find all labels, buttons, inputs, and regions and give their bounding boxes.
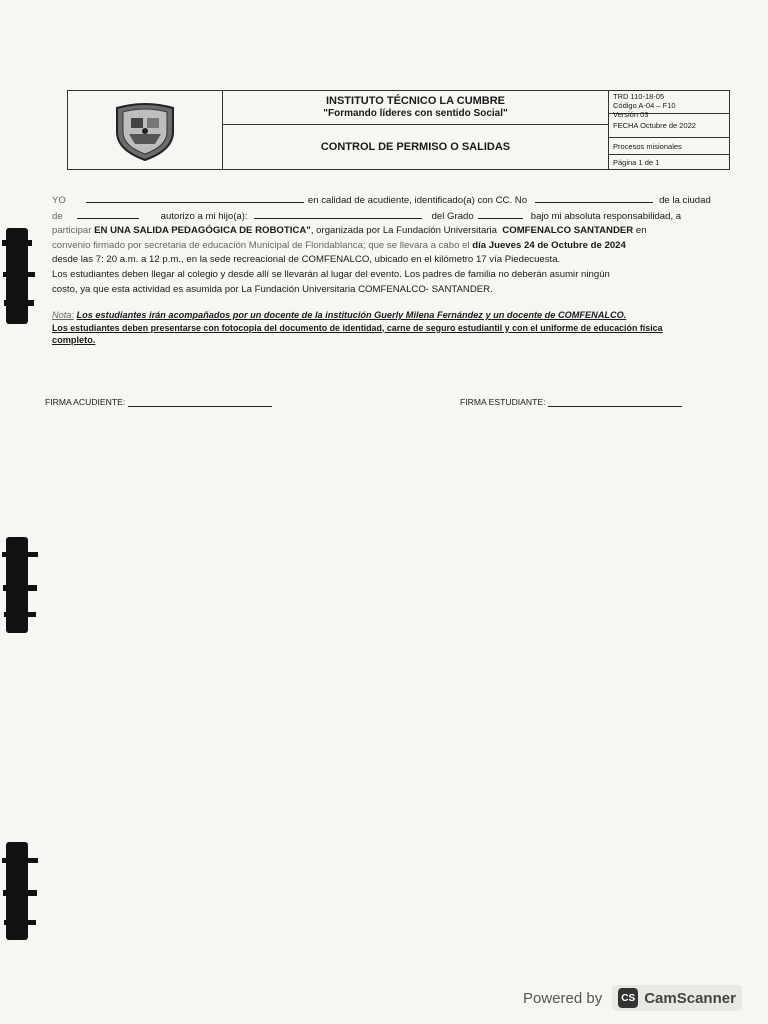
powered-by-text: Powered by <box>523 989 603 1007</box>
trd-code: TRD 110-18-05 <box>613 92 665 101</box>
students-text-2: costo, ya que esta actividad es asumida por La Fundación Universitaria COMFENALCO- SANTANDER. <box>52 283 493 295</box>
time-place-text: desde las 7: 20 a.m. a 12 p.m., en la sede recreacional de COMFENALCO, ubicado en el kilómetro 17 vía Piedecuesta. <box>52 254 561 266</box>
guardian-signature <box>45 397 272 407</box>
note-section <box>52 309 744 347</box>
camscanner-logo-icon: CS <box>618 988 638 1008</box>
version: Versión 03 <box>613 110 649 119</box>
event-date: día Jueves 24 de Octubre de 2024 <box>472 239 626 251</box>
student-signature-label: FIRMA ESTUDIANTE: <box>460 397 546 407</box>
yo-label: YO <box>52 195 66 206</box>
permission-body <box>52 193 744 297</box>
grade-field[interactable] <box>478 209 523 219</box>
id-number-field[interactable] <box>535 193 653 203</box>
page-number: Página 1 de 1 <box>613 157 660 167</box>
agreement-text: convenio firmado por secretaria de educación Municipal de Floridablanca; que se llevara a cabo el <box>52 239 470 251</box>
guardian-signature-label: FIRMA ACUDIENTE: <box>45 397 126 407</box>
shield-icon <box>109 98 181 162</box>
form-code: Código A-04 – F10 <box>613 101 676 110</box>
participate-label: participar <box>52 225 92 237</box>
institution-slogan: "Formando líderes con sentido Social" <box>323 108 508 119</box>
authorize-label: autorizo a mi hijo(a): <box>160 210 248 222</box>
responsibility-label: bajo mi absoluta responsabilidad, a <box>530 210 682 222</box>
en-label: en <box>635 225 647 237</box>
student-name-field[interactable] <box>254 209 422 219</box>
camscanner-watermark <box>523 985 742 1011</box>
student-signature <box>460 397 682 407</box>
city-field[interactable] <box>77 209 139 219</box>
form-date: FECHA Octubre de 2022 <box>613 121 696 130</box>
students-text-1: Los estudiantes deben llegar al colegio y desde allí se llevarán al lugar del evento. Los padres de familia no deberán asumir ningún <box>52 268 610 280</box>
organized-by: , organizada por La Fundación Universitaria <box>310 225 497 237</box>
guardian-name-field[interactable] <box>86 193 304 203</box>
note-label: Nota: <box>52 310 74 320</box>
grade-label: del Grado <box>431 210 474 222</box>
institution-name: INSTITUTO TÉCNICO LA CUMBRE <box>325 95 506 107</box>
note-line-3: completo. <box>52 335 96 345</box>
form-header <box>67 90 730 170</box>
school-crest <box>68 91 223 169</box>
process-type: Procesos misionales <box>613 141 682 151</box>
form-title: CONTROL DE PERMISO O SALIDAS <box>320 141 511 153</box>
student-signature-field[interactable] <box>548 397 682 407</box>
note-line-1: Los estudiantes irán acompañados por un docente de la institución Guerly Milena Fernández y un docente de COMFENALCO. <box>76 310 627 320</box>
de-label: de <box>52 210 63 222</box>
event-name: EN UNA SALIDA PEDAGÓGICA DE ROBOTICA" <box>94 225 311 237</box>
city-label: de la ciudad <box>659 195 711 206</box>
camscanner-brand: CamScanner <box>644 989 736 1007</box>
guardian-signature-field[interactable] <box>128 397 272 407</box>
guardian-label: en calidad de acudiente, identificado(a) con CC. No <box>307 195 528 206</box>
organizer-name: COMFENALCO SANTANDER <box>502 225 634 237</box>
note-line-2: Los estudiantes deben presentarse con fotocopia del documento de identidad, carne de seguro estudiantil y con el uniforme de educación física <box>52 322 663 333</box>
